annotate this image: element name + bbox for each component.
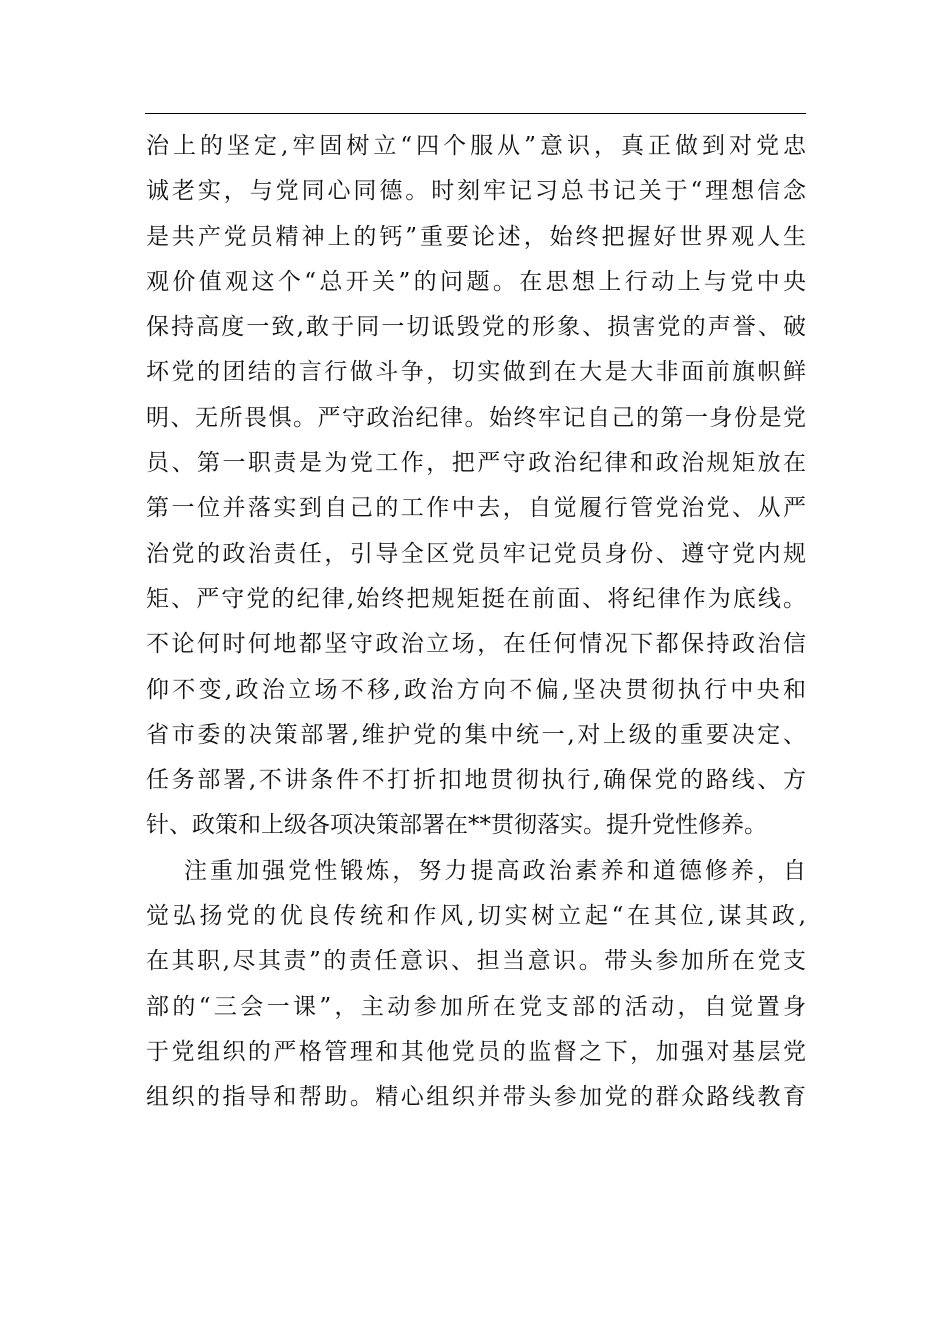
text-line: 不论何时何地都坚守政治立场，在任何情况下都保持政治信 xyxy=(146,631,806,658)
text-line: 治党的政治责任，引导全区党员牢记党员身份、遵守党内规 xyxy=(146,540,806,567)
paragraph-first-line: 注重加强党性锻炼，努力提高政治素养和道德修养，自 xyxy=(184,857,806,884)
text-line: 明、无所畏惧。严守政治纪律。始终牢记自己的第一身份是党 xyxy=(146,404,806,431)
text-line: 员、第一职责是为党工作，把严守政治纪律和政治规矩放在 xyxy=(146,450,806,477)
header-rule xyxy=(145,113,806,114)
text-line: 任务部署,不讲条件不打折扣地贯彻执行,确保党的路线、方 xyxy=(146,767,806,794)
text-line: 矩、严守党的纪律,始终把规矩挺在前面、将纪律作为底线。 xyxy=(146,585,806,612)
text-line: 第一位并落实到自己的工作中去，自觉履行管党治党、从严 xyxy=(146,495,806,522)
text-line: 针、政策和上级各项决策部署在**贯彻落实。提升党性修养。 xyxy=(146,812,767,839)
text-line: 保持高度一致,敢于同一切诋毁党的形象、损害党的声誉、破 xyxy=(146,314,806,341)
text-line: 观价值观这个“总开关”的问题。在思想上行动上与党中央 xyxy=(146,268,806,295)
text-line: 部的“三会一课”，主动参加所在党支部的活动，自觉置身 xyxy=(146,993,806,1020)
text-line: 觉弘扬党的优良传统和作风,切实树立起“在其位,谋其政, xyxy=(146,903,806,930)
text-line: 于党组织的严格管理和其他党员的监督之下，加强对基层党 xyxy=(146,1038,806,1065)
text-line: 坏党的团结的言行做斗争，切实做到在大是大非面前旗帜鲜 xyxy=(146,359,806,386)
text-line: 治上的坚定,牢固树立“四个服从”意识，真正做到对党忠 xyxy=(146,133,806,159)
text-line: 在其职,尽其责”的责任意识、担当意识。带头参加所在党支 xyxy=(146,948,806,975)
text-line: 是共产党员精神上的钙”重要论述，始终把握好世界观人生 xyxy=(146,223,806,250)
text-line: 省市委的决策部署,维护党的集中统一,对上级的重要决定、 xyxy=(146,721,806,748)
text-line: 组织的指导和帮助。精心组织并带头参加党的群众路线教育 xyxy=(146,1084,806,1111)
text-line: 仰不变,政治立场不移,政治方向不偏,坚决贯彻执行中央和 xyxy=(146,676,806,703)
body-text xyxy=(146,124,806,1121)
text-line: 诚老实，与党同心同德。时刻牢记习总书记关于“理想信念 xyxy=(146,178,806,205)
